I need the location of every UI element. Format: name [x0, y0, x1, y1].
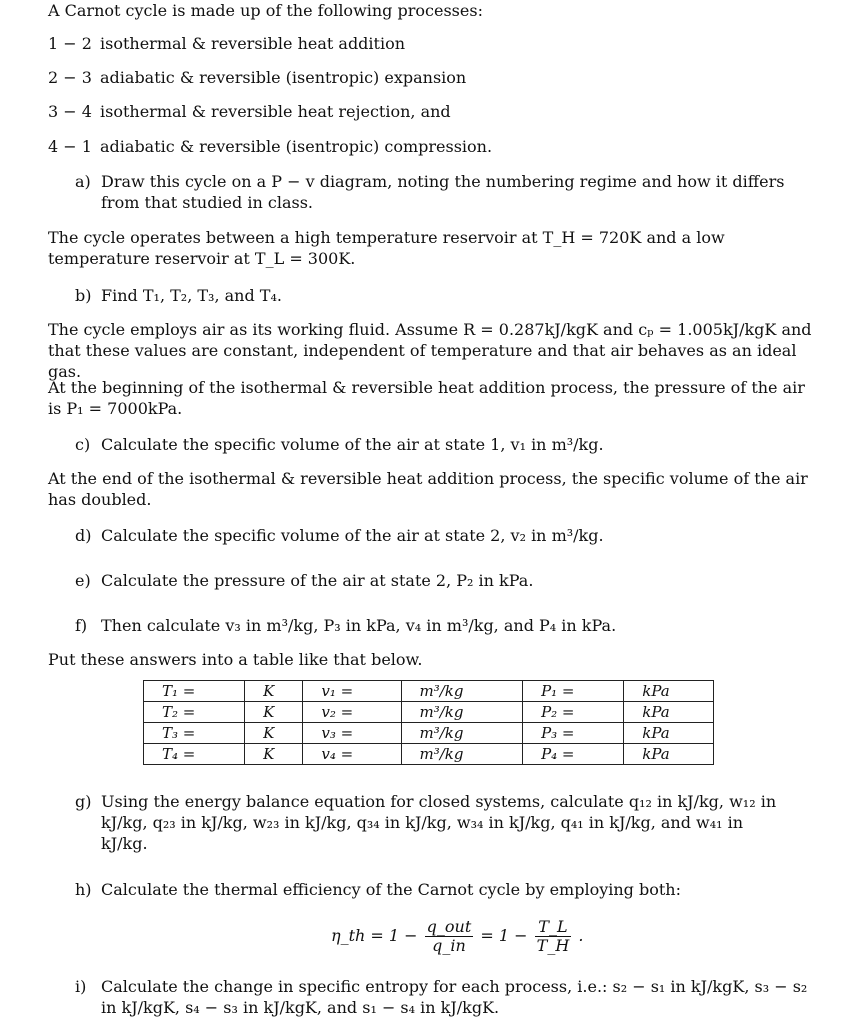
process-number: 3 − 4	[48, 102, 92, 121]
process-number: 4 − 1	[48, 137, 92, 156]
process-text: isothermal & reversible heat rejection, and	[100, 102, 451, 121]
table-cell: K	[245, 702, 303, 723]
table-cell: v₂ =	[303, 702, 401, 723]
question-h-text: Calculate the thermal efficiency of the Carnot cycle by employing both:	[101, 880, 681, 899]
paragraph-reservoir: The cycle operates between a high temperature reservoir at T_H = 720K and a low temperature reservoir at T_L = 300K.	[48, 228, 725, 268]
table-cell: v₁ =	[303, 681, 401, 702]
table-cell: v₄ =	[303, 744, 401, 765]
fraction-numerator: T_L	[535, 918, 572, 937]
table-cell: kPa	[624, 702, 714, 723]
paragraph-end: At the end of the isothermal & reversible heat addition process, the specific volume of the air has doubled.	[48, 469, 808, 509]
question-e-text: Calculate the pressure of the air at state 2, P₂ in kPa.	[101, 571, 534, 590]
question-d-label: d)	[75, 526, 92, 545]
question-f-label: f)	[75, 616, 88, 635]
table-row	[144, 723, 714, 744]
question-g-label: g)	[75, 792, 92, 811]
table-cell: P₃ =	[523, 723, 624, 744]
process-1-2	[48, 33, 405, 54]
process-text: adiabatic & reversible (isentropic) expansion	[100, 68, 467, 87]
table-cell: P₂ =	[523, 702, 624, 723]
table-cell: m³/kg	[401, 744, 523, 765]
table-cell: T₃ =	[144, 723, 245, 744]
table-cell: P₄ =	[523, 744, 624, 765]
efficiency-formula	[331, 918, 583, 955]
table-cell: m³/kg	[401, 681, 523, 702]
fraction-q	[425, 918, 474, 955]
question-i-text: Calculate the change in specific entropy for each process, i.e.: s₂ − s₁ in kJ/kgK, s₃ − s₂ in kJ/kgK, s₄ − s₃ in kJ/kgK, and s₁ − s₄ in kJ/kgK.	[101, 977, 808, 1017]
formula-mid: = 1 −	[480, 926, 528, 945]
process-text: adiabatic & reversible (isentropic) compression.	[100, 137, 493, 156]
table-cell: v₃ =	[303, 723, 401, 744]
fraction-denominator: T_H	[536, 936, 570, 955]
question-a-label: a)	[75, 172, 91, 191]
process-number: 1 − 2	[48, 34, 92, 53]
intro-text: A Carnot cycle is made up of the following processes:	[48, 1, 483, 20]
table-row	[144, 681, 714, 702]
table-cell: kPa	[624, 723, 714, 744]
fraction-denominator: q_in	[432, 936, 466, 955]
question-c-label: c)	[75, 435, 91, 454]
fraction-t	[535, 918, 572, 955]
process-3-4	[48, 101, 451, 122]
question-h-label: h)	[75, 880, 92, 899]
question-b-text: Find T₁, T₂, T₃, and T₄.	[101, 286, 282, 305]
table-cell: K	[245, 723, 303, 744]
paragraph-table-intro: Put these answers into a table like that below.	[48, 650, 423, 669]
fraction-numerator: q_out	[426, 917, 472, 936]
paragraph-air: The cycle employs air as its working fluid. Assume R = 0.287kJ/kgK and cₚ = 1.005kJ/kgK and that these values are constant, independent of temperature and that air behaves as an ideal gas.	[48, 320, 812, 381]
question-i-label: i)	[75, 977, 87, 996]
process-text: isothermal & reversible heat addition	[100, 34, 406, 53]
answer-table	[143, 680, 714, 765]
table-cell: K	[245, 744, 303, 765]
paragraph-start: At the beginning of the isothermal & reversible heat addition process, the pressure of the air is P₁ = 7000kPa.	[48, 378, 805, 418]
table-cell: kPa	[624, 681, 714, 702]
question-g-text: Using the energy balance equation for closed systems, calculate q₁₂ in kJ/kg, w₁₂ in kJ/kg, q₂₃ in kJ/kg, w₂₃ in kJ/kg, q₃₄ in kJ/kg, w₃₄ in kJ/kg, q₄₁ in kJ/kg, and w₄₁ in kJ/kg.	[101, 792, 777, 853]
table-row	[144, 702, 714, 723]
question-c-text: Calculate the specific volume of the air at state 1, v₁ in m³/kg.	[101, 435, 604, 454]
table-cell: T₁ =	[144, 681, 245, 702]
table-cell: kPa	[624, 744, 714, 765]
table-cell: T₄ =	[144, 744, 245, 765]
question-a-text: Draw this cycle on a P − v diagram, noting the numbering regime and how it differs from that studied in class.	[101, 172, 785, 212]
formula-end: .	[578, 926, 584, 945]
question-b-label: b)	[75, 286, 92, 305]
question-f-text: Then calculate v₃ in m³/kg, P₃ in kPa, v₄ in m³/kg, and P₄ in kPa.	[101, 616, 617, 635]
table-cell: K	[245, 681, 303, 702]
table-cell: P₁ =	[523, 681, 624, 702]
question-e-label: e)	[75, 571, 91, 590]
table-cell: m³/kg	[401, 723, 523, 744]
question-d-text: Calculate the specific volume of the air at state 2, v₂ in m³/kg.	[101, 526, 604, 545]
process-4-1	[48, 136, 492, 157]
table-cell: m³/kg	[401, 702, 523, 723]
process-2-3	[48, 67, 466, 88]
table-cell: T₂ =	[144, 702, 245, 723]
formula-lhs: η_th = 1 −	[331, 926, 418, 945]
table-row	[144, 744, 714, 765]
process-number: 2 − 3	[48, 68, 92, 87]
